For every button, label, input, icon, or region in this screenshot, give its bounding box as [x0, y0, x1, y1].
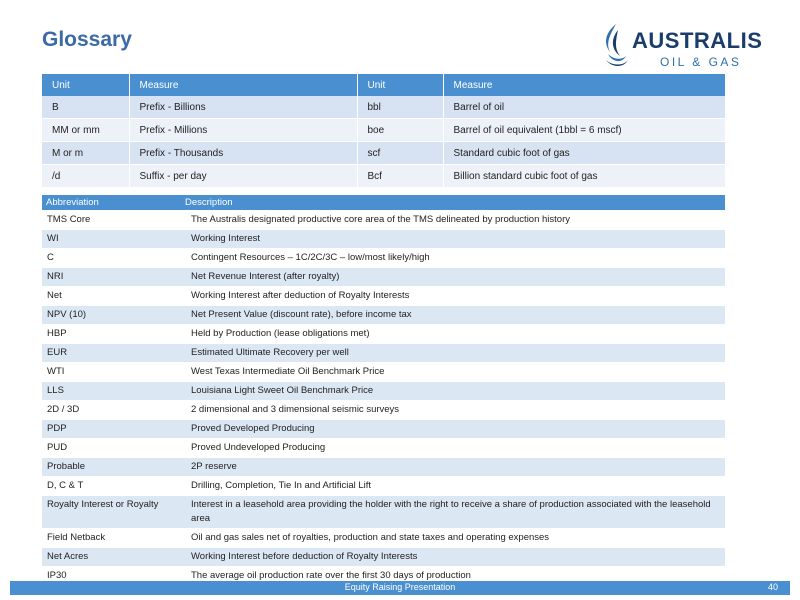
- abbreviation-cell: Net: [42, 287, 181, 306]
- table-row: [42, 287, 725, 306]
- abbreviation-cell: WTI: [42, 363, 181, 382]
- table-row: [42, 382, 725, 401]
- table-cell: Prefix - Millions: [129, 119, 357, 142]
- description-cell: Drilling, Completion, Tie In and Artificial Lift: [181, 477, 725, 496]
- logo-subtitle: OIL & GAS: [660, 55, 742, 69]
- abbreviation-cell: HBP: [42, 325, 181, 344]
- description-cell: Interest in a leasehold area providing the holder with the right to receive a share of production associated with the leasehold area: [181, 496, 725, 529]
- abbreviation-cell: PUD: [42, 439, 181, 458]
- description-cell: Net Revenue Interest (after royalty): [181, 268, 725, 287]
- description-cell: 2P reserve: [181, 458, 725, 477]
- description-cell: Proved Undeveloped Producing: [181, 439, 725, 458]
- footer-bar: [10, 581, 790, 595]
- table-cell: Suffix - per day: [129, 165, 357, 188]
- units-header-cell: Unit: [357, 74, 443, 96]
- table-row: [42, 420, 725, 439]
- description-cell: Contingent Resources – 1C/2C/3C – low/most likely/high: [181, 249, 725, 268]
- abbreviation-cell: Field Netback: [42, 529, 181, 548]
- abbreviation-cell: 2D / 3D: [42, 401, 181, 420]
- page-title: Glossary: [42, 28, 132, 51]
- table-row: [42, 477, 725, 496]
- units-table-header: [42, 74, 725, 96]
- abbreviation-cell: NRI: [42, 268, 181, 287]
- description-cell: Proved Developed Producing: [181, 420, 725, 439]
- footer-text: Equity Raising Presentation: [344, 582, 456, 592]
- abbreviation-cell: NPV (10): [42, 306, 181, 325]
- abbreviation-cell: WI: [42, 230, 181, 249]
- description-cell: Estimated Ultimate Recovery per well: [181, 344, 725, 363]
- description-cell: Louisiana Light Sweet Oil Benchmark Price: [181, 382, 725, 401]
- table-row: [42, 119, 725, 142]
- abbreviation-cell: Royalty Interest or Royalty: [42, 496, 181, 529]
- table-cell: Barrel of oil equivalent (1bbl = 6 mscf): [443, 119, 725, 142]
- page-number: 40: [767, 582, 778, 592]
- description-cell: Working Interest after deduction of Royalty Interests: [181, 287, 725, 306]
- table-row: [42, 401, 725, 420]
- table-row: [42, 142, 725, 165]
- table-row: [42, 458, 725, 477]
- table-row: [42, 268, 725, 287]
- units-header-cell: Unit: [42, 74, 129, 96]
- table-cell: MM or mm: [42, 119, 129, 142]
- units-header-cell: Measure: [443, 74, 725, 96]
- table-cell: scf: [357, 142, 443, 165]
- abbreviation-cell: EUR: [42, 344, 181, 363]
- table-row: [42, 529, 725, 548]
- description-cell: Net Present Value (discount rate), before income tax: [181, 306, 725, 325]
- table-cell: boe: [357, 119, 443, 142]
- description-cell: The average oil production rate over the first 30 days of production: [181, 567, 725, 586]
- logo-name: AUSTRALIS: [632, 28, 763, 53]
- units-header-cell: Measure: [129, 74, 357, 96]
- description-cell: Oil and gas sales net of royalties, production and state taxes and operating expenses: [181, 529, 725, 548]
- table-row: [42, 306, 725, 325]
- description-cell: West Texas Intermediate Oil Benchmark Price: [181, 363, 725, 382]
- table-cell: Standard cubic foot of gas: [443, 142, 725, 165]
- description-header-cell: Description: [181, 195, 725, 211]
- flame-logo-icon: [600, 22, 630, 70]
- table-row: [42, 548, 725, 567]
- table-cell: Prefix - Billions: [129, 96, 357, 119]
- table-cell: /d: [42, 165, 129, 188]
- table-row: [42, 230, 725, 249]
- table-cell: Barrel of oil: [443, 96, 725, 119]
- table-cell: bbl: [357, 96, 443, 119]
- table-row: [42, 165, 725, 188]
- description-cell: The Australis designated productive core area of the TMS delineated by production history: [181, 211, 725, 230]
- table-row: [42, 249, 725, 268]
- abbreviation-cell: IP30: [42, 567, 181, 586]
- table-cell: B: [42, 96, 129, 119]
- table-cell: Bcf: [357, 165, 443, 188]
- abbreviation-cell: D, C & T: [42, 477, 181, 496]
- abbreviation-table: [42, 195, 725, 586]
- table-row: [42, 439, 725, 458]
- table-row: [42, 363, 725, 382]
- table-cell: Prefix - Thousands: [129, 142, 357, 165]
- units-table: [42, 74, 726, 188]
- abbreviation-table-header: [42, 195, 725, 211]
- description-cell: Held by Production (lease obligations met): [181, 325, 725, 344]
- table-row: [42, 344, 725, 363]
- abbreviation-cell: Net Acres: [42, 548, 181, 567]
- description-cell: Working Interest: [181, 230, 725, 249]
- table-cell: M or m: [42, 142, 129, 165]
- australis-logo: [600, 22, 770, 74]
- abbreviation-cell: PDP: [42, 420, 181, 439]
- abbreviation-cell: LLS: [42, 382, 181, 401]
- table-row: [42, 325, 725, 344]
- table-cell: Billion standard cubic foot of gas: [443, 165, 725, 188]
- abbreviation-cell: C: [42, 249, 181, 268]
- table-row: [42, 496, 725, 529]
- abbreviation-header-cell: Abbreviation: [42, 195, 181, 211]
- abbreviation-cell: TMS Core: [42, 211, 181, 230]
- abbreviation-cell: Probable: [42, 458, 181, 477]
- table-row: [42, 211, 725, 230]
- description-cell: 2 dimensional and 3 dimensional seismic surveys: [181, 401, 725, 420]
- description-cell: Working Interest before deduction of Royalty Interests: [181, 548, 725, 567]
- table-row: [42, 96, 725, 119]
